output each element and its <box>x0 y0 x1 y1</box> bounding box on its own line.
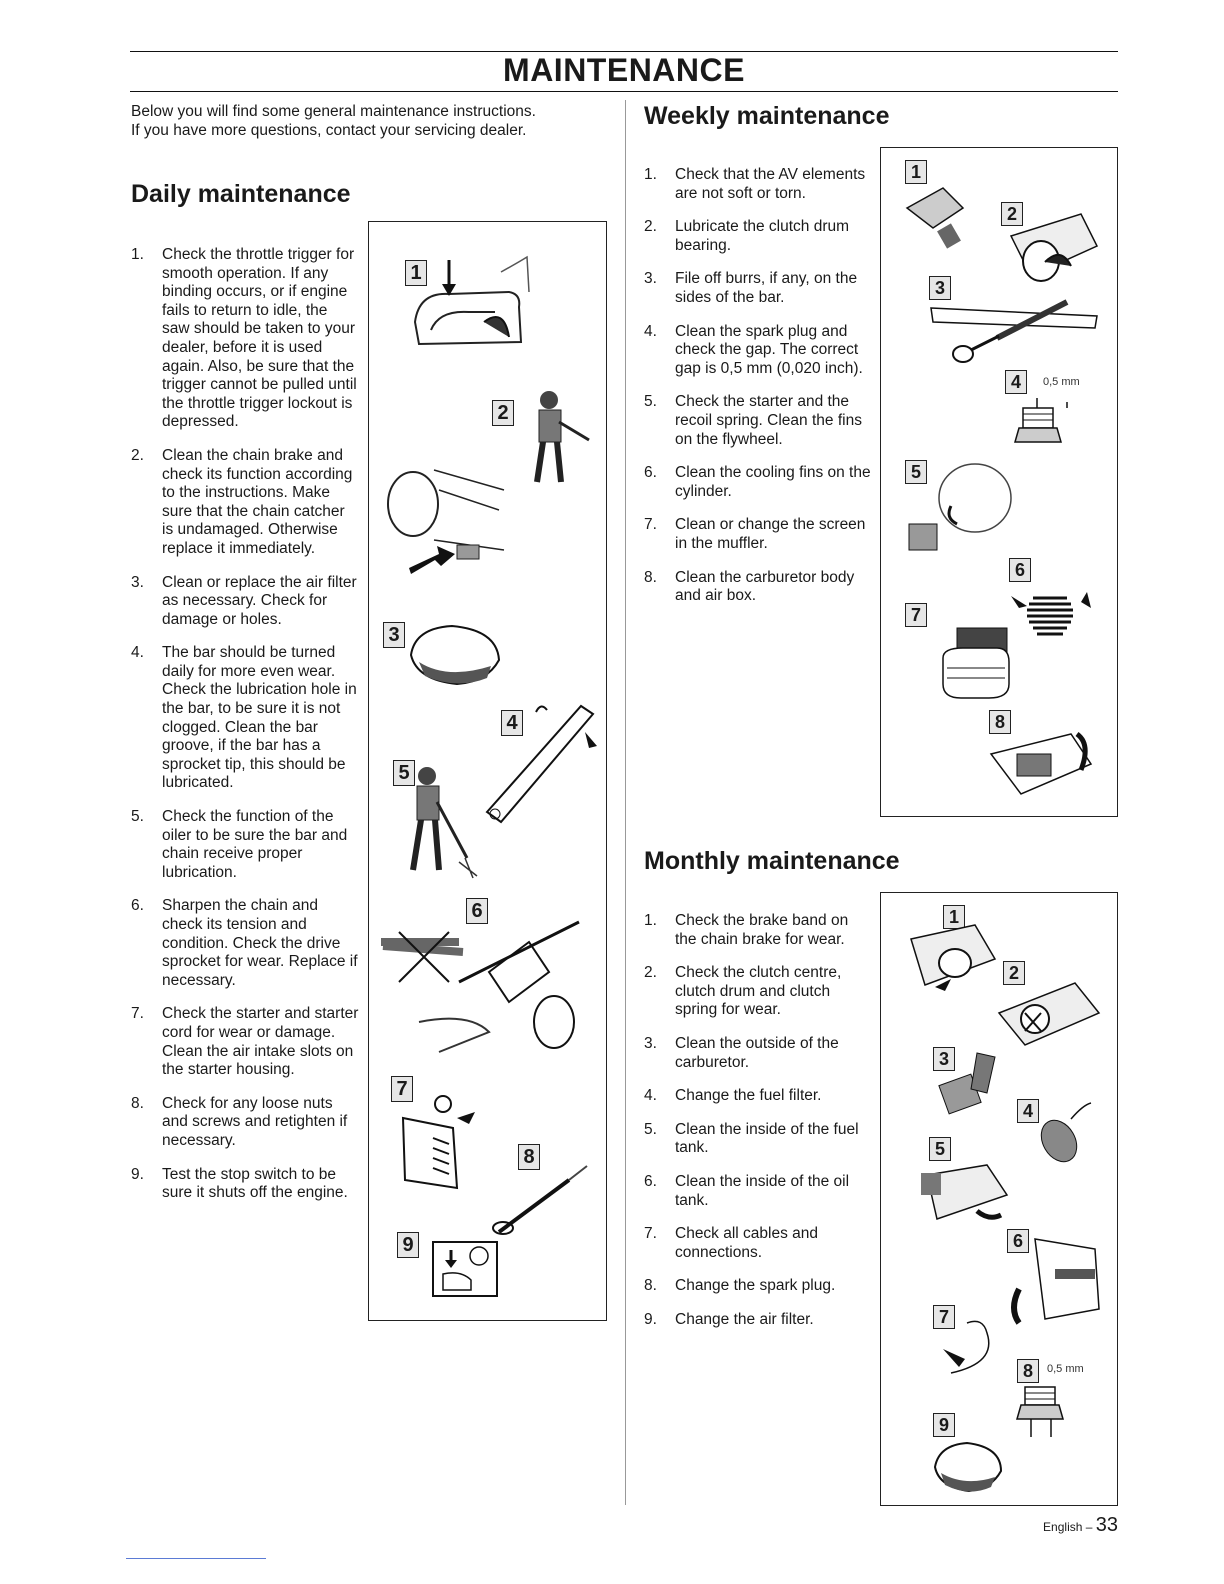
weekly-list <box>644 166 874 606</box>
oiler-operator-illustration <box>393 762 483 882</box>
list-item: 8. Check for any loose nuts and screws and retighten if necessary. <box>131 1094 348 1149</box>
figure-label-9: 9 <box>397 1232 419 1258</box>
list-item: 4. Change the fuel filter. <box>644 1087 822 1105</box>
list-item: 8. Change the spark plug. <box>644 1277 836 1295</box>
figure-label-1: 1 <box>943 905 965 929</box>
monthly-figure-panel <box>880 892 1118 1506</box>
starter-illustration <box>397 1088 497 1198</box>
throttle-trigger-illustration <box>409 252 559 372</box>
figure-label-1: 1 <box>405 260 427 286</box>
clutch-centre-illustration <box>995 973 1105 1053</box>
list-item: 2. Check the clutch centre, clutch drum and clutch spring for wear. <box>644 964 842 1019</box>
figure-label-4: 4 <box>1005 370 1027 394</box>
figure-label-8: 8 <box>518 1144 540 1170</box>
list-item: 7. Check the starter and starter cord for wear or damage. Clean the air intake slots on the starter housing. <box>131 1005 359 1079</box>
list-item: 4. The bar should be turned daily for more even wear. Check the lubrication hole in the bar, to be sure it is not clogged. Clean the bar groove, if the bar has a sprocket tip, this should be lubricated. <box>131 644 357 792</box>
gap-label: 0,5 mm <box>1047 1363 1084 1375</box>
figure-label-6: 6 <box>466 898 488 924</box>
weekly-figure-panel <box>880 147 1118 817</box>
figure-label-2: 2 <box>492 400 514 426</box>
figure-label-8: 8 <box>989 710 1011 734</box>
list-item: 1. Check the brake band on the chain brake for wear. <box>644 912 849 948</box>
air-filter-illustration <box>931 1437 1011 1497</box>
list-item: 6. Clean the cooling fins on the cylinder. <box>644 464 871 500</box>
weekly-heading: Weekly maintenance <box>644 102 890 130</box>
figure-label-2: 2 <box>1003 961 1025 985</box>
air-filter-illustration <box>407 620 507 690</box>
chain-sharpening-illustration <box>379 902 599 1062</box>
figure-label-6: 6 <box>1007 1229 1029 1253</box>
figure-label-1: 1 <box>905 160 927 184</box>
list-item: 6. Sharpen the chain and check its tension and condition. Check the drive sprocket for wear. Replace if necessary. <box>131 897 358 989</box>
spark-plug-illustration <box>1011 1383 1091 1443</box>
screwdriver-illustration <box>489 1162 599 1242</box>
list-item: 8. Clean the carburetor body and air box. <box>644 568 855 605</box>
column-divider <box>625 100 626 1505</box>
monthly-heading: Monthly maintenance <box>644 847 900 875</box>
page-number: 33 <box>1095 1514 1118 1536</box>
fuel-tank-illustration <box>917 1155 1017 1231</box>
daily-figure-panel <box>368 221 607 1321</box>
list-item: 2. Clean the chain brake and check its function according to the instructions. Make sure that the chain catcher is undamaged. Otherwise replace it immediately. <box>131 446 353 557</box>
intro-text <box>131 102 601 140</box>
footer-link-line <box>126 1558 266 1559</box>
brake-band-illustration <box>905 919 1005 999</box>
list-item: 4. Clean the spark plug and check the gap. The correct gap is 0,5 mm (0,020 inch). <box>644 322 863 377</box>
footer-separator: – <box>1082 1520 1096 1534</box>
chain-brake-illustration <box>379 450 519 570</box>
daily-list <box>131 246 359 1203</box>
guide-bar-illustration <box>481 692 601 832</box>
figure-label-9: 9 <box>933 1413 955 1437</box>
list-item: 2. Lubricate the clutch drum bearing. <box>644 218 850 254</box>
carburetor-illustration <box>937 1043 1007 1123</box>
list-item: 5. Clean the inside of the fuel tank. <box>644 1120 859 1157</box>
list-item: 7. Check all cables and connections. <box>644 1225 819 1261</box>
fuel-filter-illustration <box>1037 1099 1097 1169</box>
figure-label-3: 3 <box>929 276 951 300</box>
figure-label-5: 5 <box>905 460 927 484</box>
daily-heading: Daily maintenance <box>131 180 351 208</box>
flywheel-illustration <box>905 458 1015 558</box>
footer-language: English <box>1043 1520 1083 1534</box>
page-footer <box>1043 1514 1118 1537</box>
list-item: 7. Clean or change the screen in the muffler. <box>644 516 866 552</box>
gap-label: 0,5 mm <box>1043 376 1080 388</box>
intro-line-2: If you have more questions, contact your servicing dealer. <box>131 122 527 139</box>
list-item: 5. Check the starter and the recoil spring. Clean the fins on the flywheel. <box>644 393 862 448</box>
title-underline <box>130 91 1118 92</box>
figure-label-3: 3 <box>933 1047 955 1071</box>
figure-label-7: 7 <box>391 1076 413 1102</box>
figure-label-4: 4 <box>1017 1099 1039 1123</box>
list-item: 5. Check the function of the oiler to be sure the bar and chain receive proper lubrication. <box>131 808 348 881</box>
figure-label-8: 8 <box>1017 1359 1039 1383</box>
figure-label-3: 3 <box>383 622 405 648</box>
stop-switch-illustration <box>431 1240 501 1300</box>
list-item: 9. Test the stop switch to be sure it shuts off the engine. <box>131 1165 348 1202</box>
list-item: 1. Check that the AV elements are not soft or torn. <box>644 166 866 202</box>
figure-label-5: 5 <box>929 1137 951 1161</box>
list-item: 6. Clean the inside of the oil tank. <box>644 1172 850 1209</box>
page-title: MAINTENANCE <box>503 52 745 88</box>
list-item: 3. Clean the outside of the carburetor. <box>644 1034 839 1071</box>
figure-label-6: 6 <box>1009 558 1031 582</box>
figure-label-5: 5 <box>393 760 415 786</box>
figure-label-7: 7 <box>933 1305 955 1329</box>
intro-line-1: Below you will find some general maintenance instructions. <box>131 103 536 120</box>
figure-label-4: 4 <box>501 710 523 736</box>
operator-chainsaw-illustration <box>519 382 599 492</box>
list-item: 1. Check the throttle trigger for smooth operation. If any binding occurs, or if engine fails to return to idle, the saw should be taken to your dealer, before it is used again. Also, be sure that the trigger cannot be pulled until the throttle trigger lockout is depressed. <box>131 246 357 431</box>
cables-illustration <box>937 1313 1027 1393</box>
muffler-illustration <box>933 608 1023 708</box>
list-item: 3. File off burrs, if any, on the sides of the bar. <box>644 270 858 306</box>
spark-plug-illustration <box>1007 394 1087 464</box>
carburetor-airbox-illustration <box>981 714 1101 804</box>
list-item: 9. Change the air filter. <box>644 1310 814 1328</box>
monthly-list <box>644 912 874 1330</box>
clutch-drum-illustration <box>1001 206 1101 296</box>
figure-label-7: 7 <box>905 603 927 627</box>
list-item: 3. Clean or replace the air filter as necessary. Check for damage or holes. <box>131 573 357 628</box>
av-element-illustration <box>903 178 983 248</box>
figure-label-2: 2 <box>1001 202 1023 226</box>
bar-file-illustration <box>927 298 1107 368</box>
